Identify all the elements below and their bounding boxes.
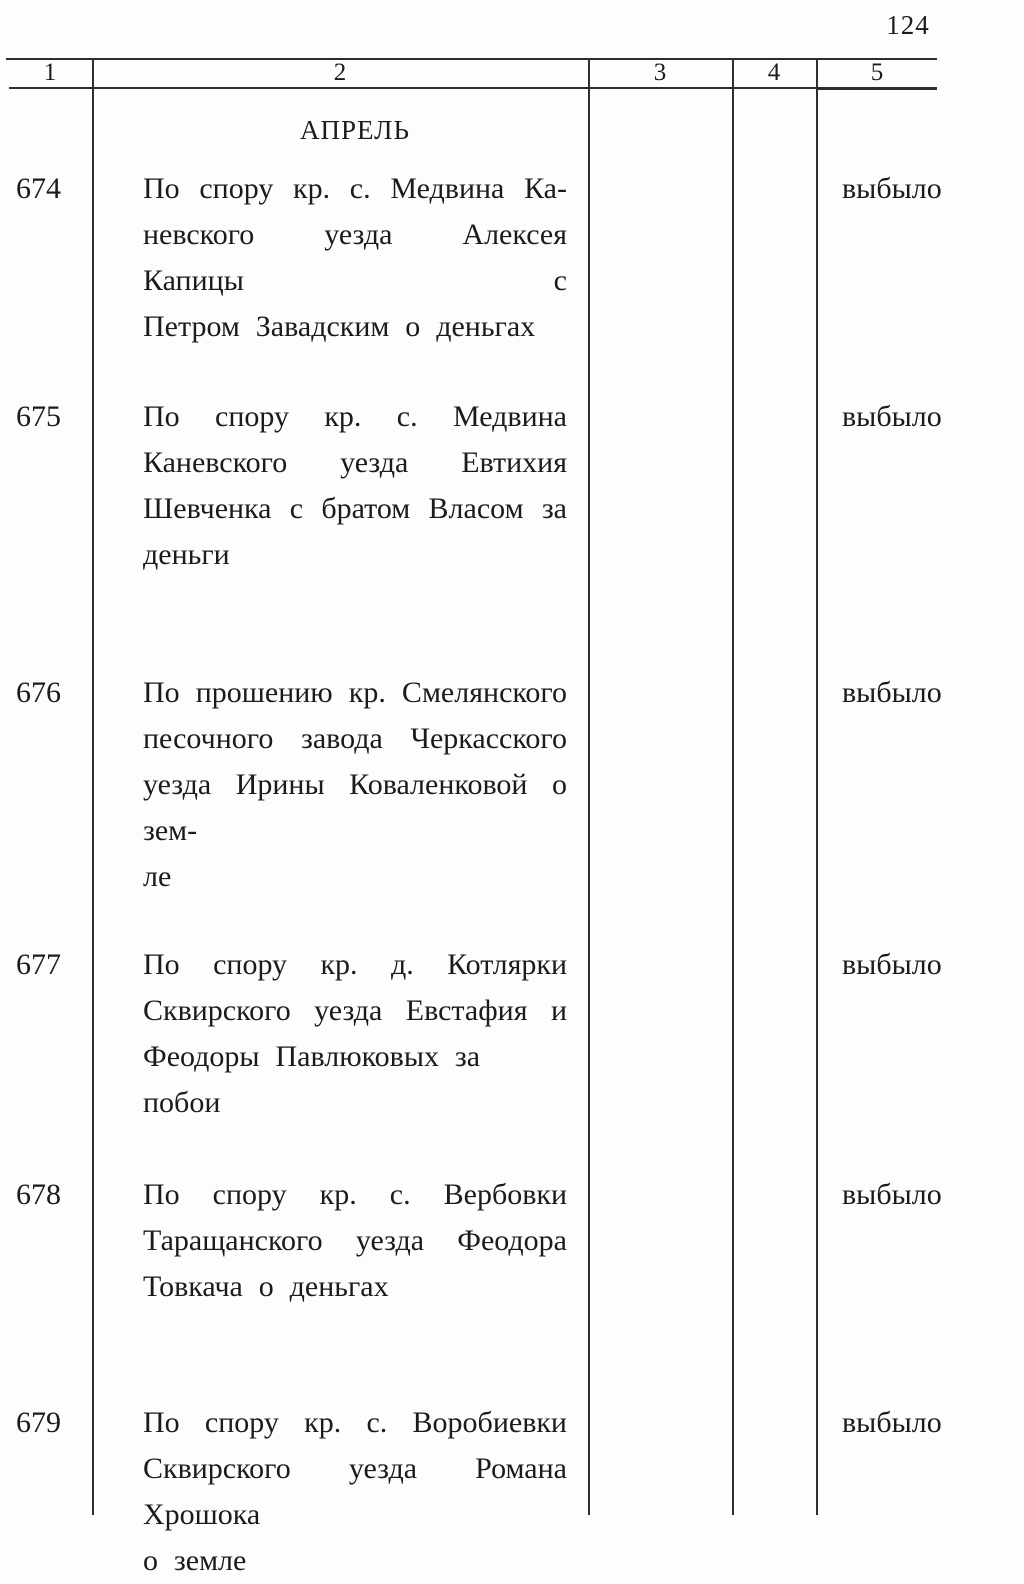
- case-description-line: уезда Ирины Коваленковой о зем-: [143, 768, 567, 847]
- case-description-line: Сквирского уезда Романа Хрошока: [143, 1452, 567, 1531]
- column-divider-1-2: [92, 58, 94, 1515]
- case-description-line: Шевченка с братом Власом за: [143, 492, 567, 525]
- case-description-line: Сквирского уезда Евстафия и: [143, 994, 567, 1027]
- case-description-line: По спору кр. с. Медвина Ка-: [143, 172, 567, 205]
- case-description: [143, 394, 567, 578]
- case-status: выбыло: [842, 400, 942, 433]
- case-description-line: Феодоры Павлюковых за побои: [143, 1040, 481, 1119]
- case-description-line: По прошению кр. Смелянского: [143, 676, 567, 709]
- case-description-line: невского уезда Алексея Капицы с: [143, 218, 567, 297]
- case-status: выбыло: [842, 676, 942, 709]
- case-description-line: Петром Завадским о деньгах: [143, 310, 536, 343]
- case-description-line: о земле: [143, 1544, 247, 1577]
- case-description-line: деньги: [143, 538, 230, 571]
- case-description-line: По спору кр. д. Котлярки: [143, 948, 567, 981]
- case-description: [143, 1400, 567, 1584]
- case-status: выбыло: [842, 1406, 942, 1439]
- column-divider-4-5: [816, 58, 818, 1515]
- case-number: 675: [16, 400, 61, 433]
- column-header-2: 2: [333, 59, 347, 86]
- header-underline-rule-thick-segment: [816, 87, 937, 90]
- case-description: [143, 942, 567, 1126]
- case-description: [143, 1172, 567, 1310]
- case-number: 674: [16, 172, 61, 205]
- column-header-4: 4: [767, 59, 781, 86]
- case-number: 677: [16, 948, 61, 981]
- case-number: 676: [16, 676, 61, 709]
- case-status: выбыло: [842, 1178, 942, 1211]
- case-description-line: песочного завода Черкасского: [143, 722, 567, 755]
- page-number: 124: [886, 10, 930, 40]
- column-divider-2-3: [588, 58, 590, 1515]
- case-description-line: По спору кр. с. Вербовки: [143, 1178, 567, 1211]
- case-number: 679: [16, 1406, 61, 1439]
- case-number: 678: [16, 1178, 61, 1211]
- case-status: выбыло: [842, 948, 942, 981]
- case-description-line: По спору кр. с. Воробиевки: [143, 1406, 567, 1439]
- column-header-3: 3: [653, 59, 667, 86]
- case-status: выбыло: [842, 172, 942, 205]
- case-description-line: Каневского уезда Евтихия: [143, 446, 567, 479]
- case-description-line: По спору кр. с. Медвина: [143, 400, 567, 433]
- section-title-month: АПРЕЛЬ: [300, 115, 410, 145]
- case-description-line: ле: [143, 860, 172, 893]
- column-header-5: 5: [870, 59, 884, 86]
- case-description-line: Товкача о деньгах: [143, 1270, 389, 1303]
- case-description-line: Таращанского уезда Феодора: [143, 1224, 567, 1257]
- header-underline-rule: [9, 87, 937, 89]
- case-description: [143, 166, 567, 350]
- column-header-1: 1: [43, 59, 57, 86]
- case-description: [143, 670, 567, 900]
- column-divider-3-4: [732, 58, 734, 1515]
